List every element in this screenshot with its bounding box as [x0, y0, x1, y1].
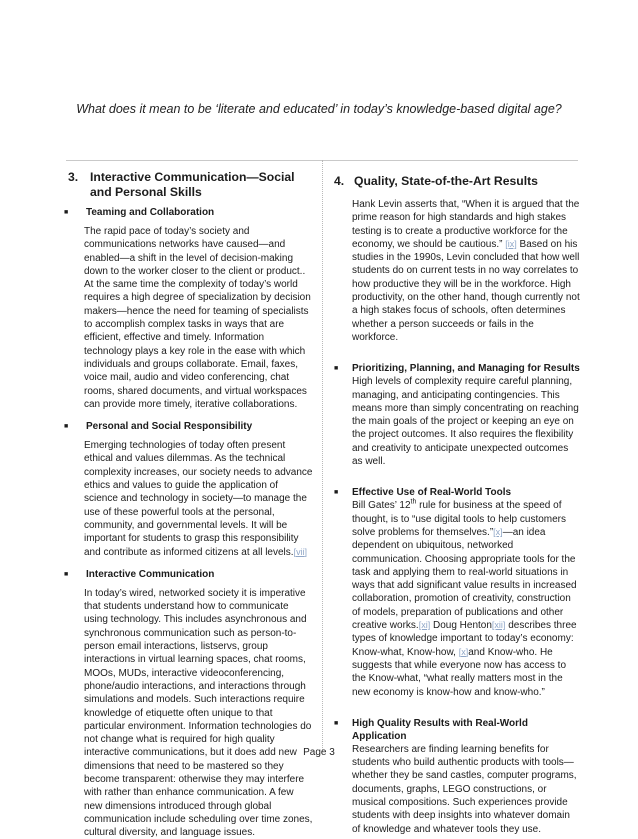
paragraph-text: Based on his studies in the 1990s, Levin concluded that how well students do on current tests in no way correlates to how productive they will be in the workforce. High productivity, on the other hand, though currently not a high stakes focus of schools, often determines whether a person succeeds or fails in the workforce. — [352, 238, 580, 343]
bullet-heading: High Quality Results with Real-World Application — [352, 717, 528, 742]
paragraph: Researchers are finding learning benefits for students who build authentic products with tools—whether they be sand castles, computer programs, documents, graphs, LEGO constructions, or musical compositions. Such experiences provide students with deep insights into whatever domain of knowledge and whatever tools they use. — [352, 743, 577, 835]
reference-link[interactable]: [ix] — [505, 238, 517, 249]
page-number: Page 3 — [303, 747, 335, 758]
bullet-heading: Effective Use of Real-World Tools — [352, 487, 512, 499]
bullet-heading: Prioritizing, Planning, and Managing for Results — [352, 363, 580, 375]
reference-link[interactable]: [xii] — [491, 620, 506, 631]
bullet-heading: Interactive Communication — [86, 568, 215, 580]
reference-link[interactable]: [vii] — [293, 546, 308, 557]
page-title: What does it mean to be ‘literate and educated’ in today’s knowledge-based digital age? — [76, 102, 562, 116]
paragraph-text: and Know-who. He suggests that while everyone now has access to the Know-what, “what really matters most in the new economy is know-how and know-who.” — [352, 646, 567, 698]
paragraph: In today’s wired, networked society it is imperative that students understand how to communicate using technology. This includes asynchronous and synchronous communication such as person-to-person email interactions, listservs, group interactions in virtual learning spaces, chat rooms, MOOs, MUDs, interactive videoconferencing, phone/audio interactions, and interactions through simulations and models. Such interactions require knowledge of etiquette often unique to that particular environment. Information technologies do not change what is required for high quality interactive communications, but it does add new dimensions that need to be mastered so they become transparent: otherwise they may interfere with rather than enhance communication. A few new dimensions introduced through global communication include scheduling over time zones, cultural diversity, and language issues. — [84, 587, 313, 839]
section-title: Quality, State-of-the-Art Results — [354, 174, 538, 188]
paragraph-text: Bill Gates’ 12 — [352, 500, 411, 512]
column-divider — [322, 160, 323, 752]
bullet-heading: Personal and Social Responsibility — [86, 421, 253, 433]
reference-link[interactable]: [x] — [458, 646, 469, 657]
bullet-quality — [334, 717, 581, 743]
reference-link[interactable]: [xi] — [418, 620, 431, 631]
section-4-heading — [334, 174, 581, 189]
paragraph — [352, 499, 581, 698]
paragraph-text: Hank Levin asserts that, “When it is argued that the prime reason for high standards and high stakes testing is to create a productive workforce for the economy, we should be cautious.” — [352, 199, 580, 250]
reference-link[interactable]: [x] — [493, 526, 503, 537]
bullet-icon: ■ — [64, 570, 69, 578]
bullet-icon: ■ — [64, 423, 69, 431]
paragraph-text: rule for business at the speed of thought, is to “use digital tools to help customers solve problems for themselves.” — [352, 500, 567, 538]
paragraph: High levels of complexity require careful planning, managing, and anticipating contingencies. This means more than simply concentrating on reaching the main goals of the project or keeping an eye on the project outcomes. It also requires the flexibility and creativity to anticipate unexpected outcomes as well. — [352, 376, 579, 468]
bullet-icon: ■ — [334, 489, 339, 497]
paragraph-text: Emerging technologies of today often present ethical and values dilemmas. As the technical complexity increases, our society needs to advance ethics and values to guide the application of science and technology in society—to manage the use of these powerful tools at the personal, community, and governmental levels. It will be important for students to grasp this responsibility and contribute as informed citizens at all levels. — [84, 440, 313, 558]
bullet-responsibility — [62, 420, 313, 433]
bullet-teaming — [62, 206, 313, 219]
paragraph-text: describes three types of knowledge important to today’s economy: Know-what, Know-how, — [352, 620, 577, 658]
bullet-tools — [334, 486, 581, 499]
bullet-prioritizing — [334, 362, 581, 375]
section-number: 3. — [68, 170, 79, 184]
bullet-heading: Teaming and Collaboration — [86, 207, 215, 218]
paragraph — [84, 439, 313, 559]
superscript: th — [410, 499, 417, 507]
bullet-icon: ■ — [334, 365, 339, 373]
paragraph: The rapid pace of today’s society and communications networks have caused—and enabled—a shift in the level of decision-making down to the worker closer to the client or product.. At the same time the complexity of today’s world requires a high degree of specialization by decision makers—hence the need for teaming of specialists to accomplish complex tasks in ways that are efficient, effective and timely. Information technology plays a key role in the ease with which individuals and groups collaborate. Email, faxes, voice mail, audio and video conferencing, chat rooms, shared documents, and virtual workspaces can provide more timely, iterative collaborations. — [84, 226, 311, 410]
bullet-interactive — [62, 568, 313, 581]
right-column — [334, 170, 581, 836]
section-3-heading — [62, 170, 313, 200]
intro-paragraph — [352, 198, 581, 344]
paragraph-text: —an idea dependent on ubiquitous, networked communication. Choosing appropriate tools for the task and applying them to real-world situations in ways that add significant value results in increased collaboration, promotion of creativity, construction of models, preparation of publications and other creative works. — [352, 526, 577, 632]
bullet-icon: ■ — [334, 719, 339, 727]
bullet-icon: ■ — [64, 209, 69, 216]
section-number: 4. — [334, 174, 345, 188]
left-column — [62, 170, 313, 839]
section-title: Interactive Communication—Social and Personal Skills — [90, 170, 295, 199]
paragraph-text: Doug Henton — [430, 620, 492, 632]
